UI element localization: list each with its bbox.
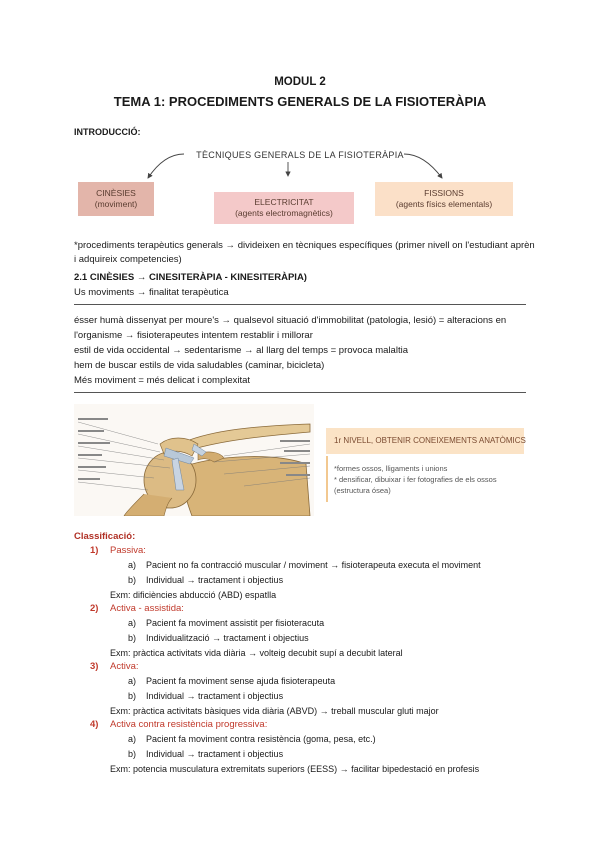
- item-3-example: Exm: pràctica activitats bàsiques vida diària (ABVD) → treball muscular gluti major: [110, 706, 439, 716]
- module-title: MODUL 2: [274, 76, 326, 88]
- item-1-letter-a: a): [128, 560, 137, 570]
- intro-note-line2: i adquireix competencies): [74, 254, 182, 265]
- note-body-box: [326, 456, 526, 502]
- text-line-4: hem de buscar estils de vida saludables (caminar, bicicleta): [74, 360, 325, 371]
- item-2-point-a: Pacient fa moviment assistit per fisioteracuta: [146, 618, 325, 628]
- note-title: 1r NIVELL, OBTENIR CONEIXEMENTS ANATÒMICS: [334, 436, 526, 445]
- text-line-3: estil de vida occidental → sedentarisme → al llarg del temps = provoca malaltia: [74, 345, 408, 356]
- intro-note-line1: *procediments terapèutics generals → divideixen en tècniques específiques (primer nivell on l'estudiant aprèn: [74, 240, 535, 251]
- box-cinesies-sub: (moviment): [94, 199, 138, 209]
- page-title: TEMA 1: PROCEDIMENTS GENERALS DE LA FISIOTERÀPIA: [113, 94, 487, 109]
- item-3-point-a: Pacient fa moviment sense ajuda fisioterapeuta: [146, 676, 336, 686]
- item-4-letter-b: b): [128, 749, 137, 759]
- item-3-point-b: Individual → tractament i objectius: [146, 691, 284, 701]
- shoulder-illustration: [74, 404, 314, 516]
- note-line-1: *formes ossos, lligaments i unions: [334, 464, 448, 473]
- techniques-diagram: [74, 140, 526, 225]
- item-3-letter-a: a): [128, 676, 137, 686]
- item-2-example: Exm: pràctica activitats vida diària → volteig decubit supí a decubit lateral: [110, 648, 403, 658]
- item-1-letter-b: b): [128, 575, 137, 585]
- item-1-example: Exm: dificiències abducció (ABD) espatlla: [110, 590, 277, 600]
- classification-label: Classificació:: [74, 531, 136, 542]
- item-2-number: 2): [90, 603, 99, 614]
- shoulder-anatomy-image: [74, 404, 314, 516]
- item-2-letter-a: a): [128, 618, 137, 628]
- item-2-title: Activa - assistida:: [110, 603, 184, 614]
- item-3-title: Activa:: [110, 661, 139, 672]
- text-line-5: Més moviment = més delicat i complexitat: [74, 375, 251, 386]
- item-4-point-b: Individual → tractament i objectius: [146, 749, 284, 759]
- box-cinesies: [78, 182, 154, 216]
- box-electricitat-sub: (agents electromagnètics): [235, 208, 333, 218]
- item-1-point-a: Pacient no fa contracció muscular / moviment → fisioterapeuta executa el moviment: [146, 560, 481, 570]
- section-heading: 2.1 CINÈSIES → CINESITERÀPIA - KINESITERÀPIA): [74, 272, 307, 283]
- item-1-point-b: Individual → tractament i objectius: [146, 575, 284, 585]
- divider-top: [74, 304, 526, 305]
- box-fissions-title: FISSIONS: [424, 188, 464, 198]
- item-4-example: Exm: potencia musculatura extremitats superiors (EESS) → facilitar bipedestació en profesis: [110, 764, 480, 774]
- item-4-point-a: Pacient fa moviment contra resistència (goma, pesa, etc.): [146, 734, 376, 744]
- item-1-title: Passiva:: [110, 545, 146, 556]
- item-2-point-b: Individualització → tractament i objectius: [146, 633, 309, 643]
- note-line-3: (estructura ósea): [334, 486, 391, 495]
- diagram-title: TÈCNIQUES GENERALS DE LA FISIOTERÀPIA: [196, 150, 404, 160]
- box-fissions: [375, 182, 513, 216]
- item-4-letter-a: a): [128, 734, 137, 744]
- text-line-1: ésser humà dissenyat per moure's → qualsevol situació d'immobilitat (patologia, lesió) = alteracions en: [74, 315, 507, 326]
- text-line-2: l'organisme → fisioterapeutes intentem restablir i millorar: [74, 330, 313, 341]
- note-line-2: * densificar, dibuixar i fer fotografies de els ossos: [334, 475, 497, 484]
- item-3-letter-b: b): [128, 691, 137, 701]
- intro-label: INTRODUCCIÓ:: [74, 127, 141, 137]
- box-fissions-sub: (agents físics elementals): [395, 199, 493, 209]
- item-1-number: 1): [90, 545, 99, 556]
- box-electricitat: [214, 192, 354, 224]
- item-4-title: Activa contra resistència progressiva:: [110, 719, 268, 730]
- section-subheading: Us moviments → finalitat terapèutica: [74, 287, 229, 298]
- item-4-number: 4): [90, 719, 99, 730]
- note-header-box: [326, 428, 524, 454]
- item-2-letter-b: b): [128, 633, 137, 643]
- divider-bottom: [74, 392, 526, 393]
- box-electricitat-title: ELECTRICITAT: [254, 197, 314, 207]
- box-cinesies-title: CINÈSIES: [96, 188, 136, 198]
- item-3-number: 3): [90, 661, 99, 672]
